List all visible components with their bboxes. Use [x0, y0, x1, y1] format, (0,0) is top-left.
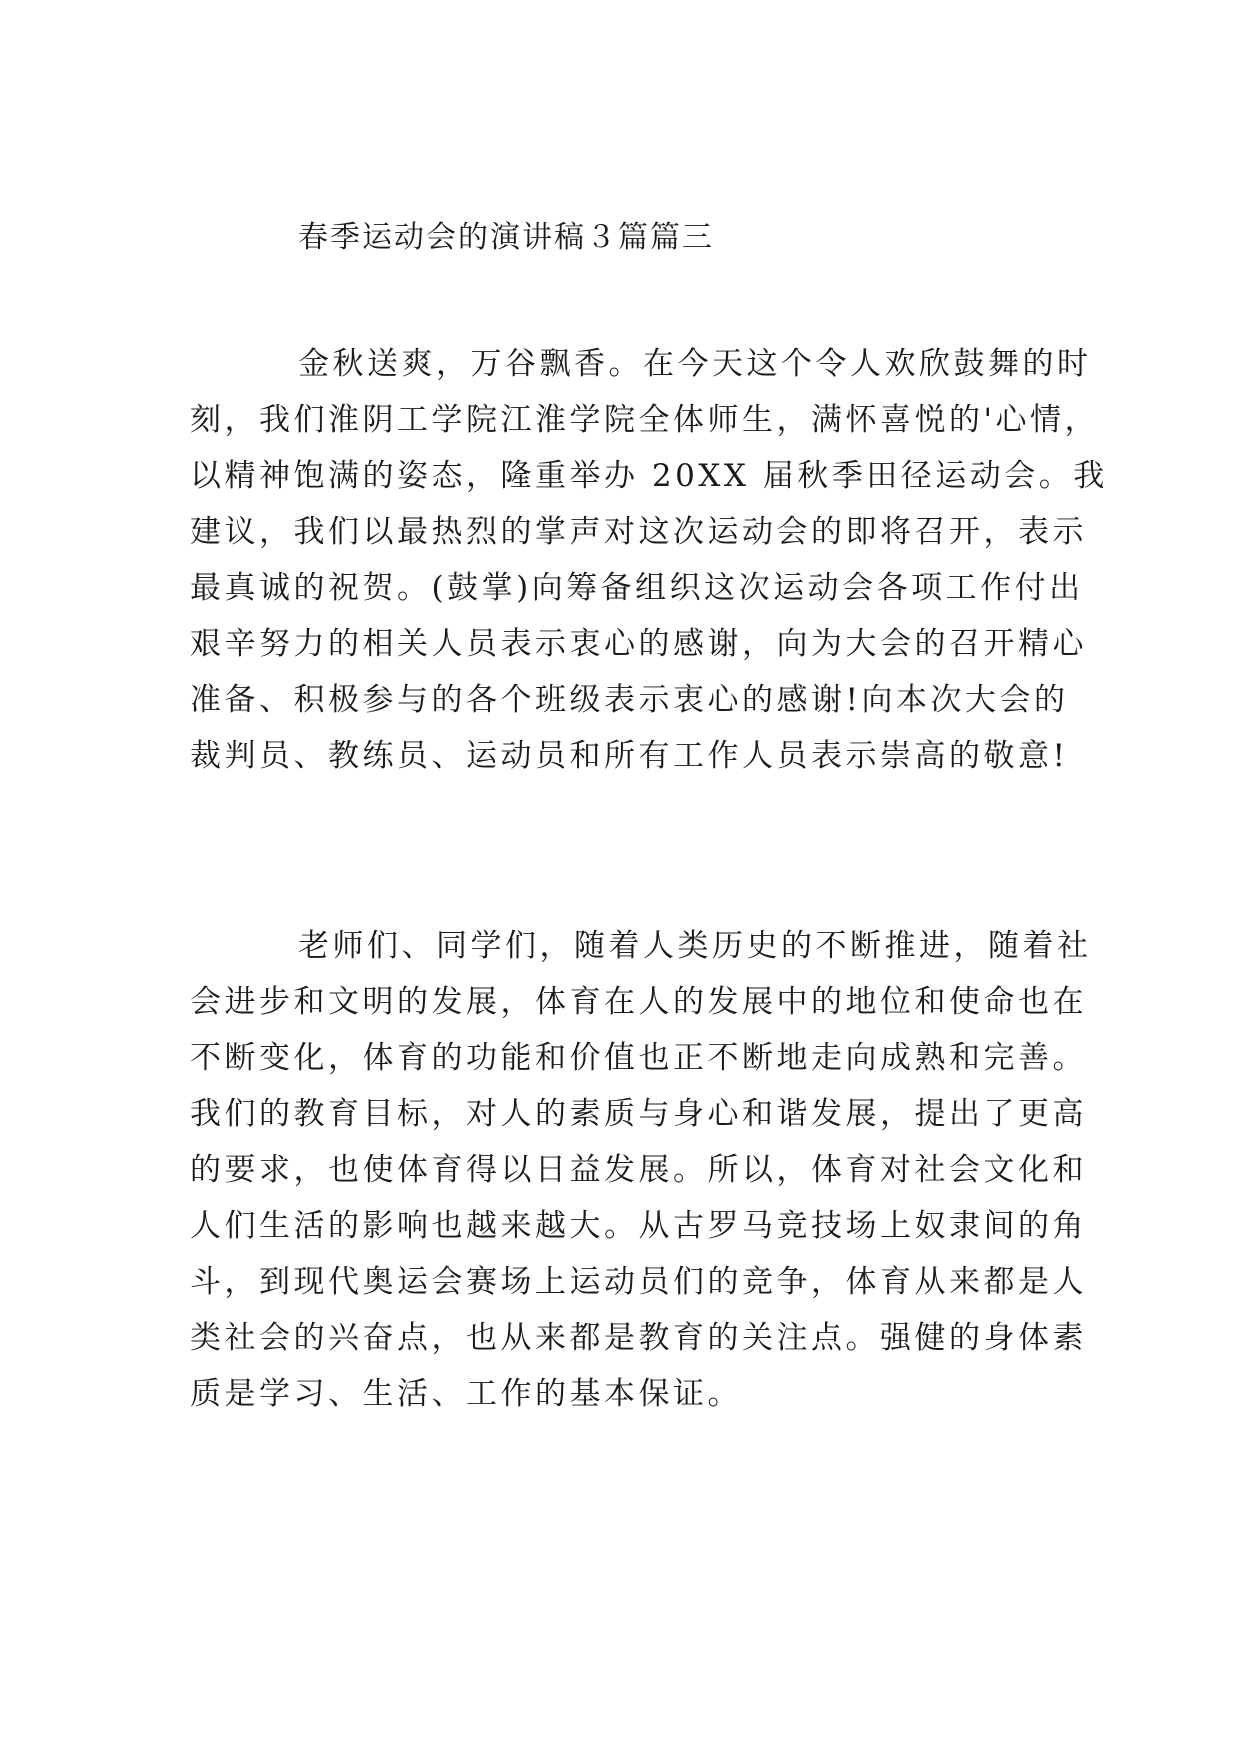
paragraph-line: 斗，到现代奥运会赛场上运动员们的竞争，体育从来都是人: [190, 1264, 1087, 1300]
paragraph-line: 的要求，也使体育得以日益发展。所以，体育对社会文化和: [190, 1152, 1087, 1188]
paragraph-line: 老师们、同学们，随着人类历史的不断推进，随着社: [298, 928, 1092, 964]
paragraph-line: 会进步和文明的发展，体育在人的发展中的地位和使命也在: [190, 984, 1087, 1020]
paragraph-line: 最真诚的祝贺。(鼓掌)向筹备组织这次运动会各项工作付出: [190, 570, 1084, 606]
document-title: 春季运动会的演讲稿３篇篇三: [298, 220, 714, 255]
paragraph-line: 不断变化，体育的功能和价值也正不断地走向成熟和完善。: [190, 1040, 1087, 1076]
paragraph-line: 质是学习、生活、工作的基本保证。: [190, 1376, 742, 1412]
paragraph-line: 裁判员、教练员、运动员和所有工作人员表示崇高的敬意!: [190, 738, 1069, 774]
paragraph-line: 人们生活的影响也越来越大。从古罗马竞技场上奴隶间的角: [190, 1208, 1087, 1244]
paragraph-line: 我们的教育目标，对人的素质与身心和谐发展，提出了更高: [190, 1096, 1087, 1132]
paragraph-line: 金秋送爽，万谷飘香。在今天这个令人欢欣鼓舞的时: [298, 346, 1092, 382]
paragraph-line: 艰辛努力的相关人员表示衷心的感谢，向为大会的召开精心: [190, 626, 1087, 662]
paragraph-line: 类社会的兴奋点，也从来都是教育的关注点。强健的身体素: [190, 1320, 1087, 1356]
paragraph-line: 建议，我们以最热烈的掌声对这次运动会的即将召开，表示: [190, 514, 1087, 550]
paragraph-2: [190, 918, 1092, 1422]
paragraph-1: [190, 336, 1108, 784]
paragraph-line: 刻，我们淮阴工学院江淮学院全体师生，满怀喜悦的'心情，: [190, 402, 1100, 438]
paragraph-line: 以精神饱满的姿态，隆重举办 20XX 届秋季田径运动会。我: [190, 458, 1108, 494]
paragraph-line: 准备、积极参与的各个班级表示衷心的感谢!向本次大会的: [190, 682, 1069, 718]
